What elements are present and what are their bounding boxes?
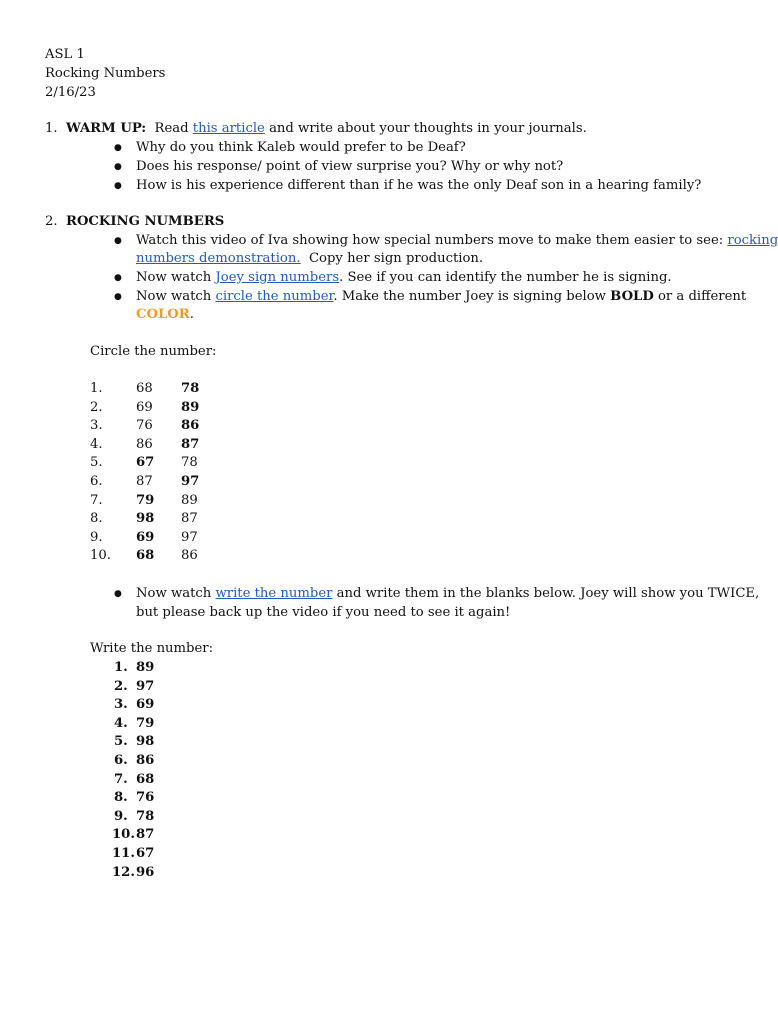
choice-b: 97	[181, 474, 200, 489]
row-number: 7.	[114, 771, 128, 787]
answer-value: 97	[136, 678, 155, 694]
choice-b: 86	[181, 548, 198, 564]
choice-b: 89	[181, 399, 200, 415]
text: and write them in the blanks below. Joey will show you TWICE,	[336, 586, 760, 601]
row-number: 2.	[90, 399, 103, 415]
list-item: Does his response/ point of view surprise you? Why or why not?	[136, 159, 564, 174]
row-number: 8.	[90, 511, 103, 527]
answer-value: 86	[136, 753, 155, 768]
write-label: Write the number:	[90, 641, 214, 656]
text: Watch this video of Iva showing how special numbers move to make them easier to see:	[136, 233, 724, 248]
list-item	[136, 268, 672, 287]
text: Now watch	[136, 270, 212, 285]
choice-a: 87	[136, 474, 153, 489]
section-heading: WARM UP:	[65, 121, 147, 136]
text: . Make the number Joey is signing below	[333, 289, 606, 304]
answer-value: 78	[136, 808, 155, 824]
row-number: 2.	[114, 678, 128, 694]
write-the-number-link[interactable]: write the number	[215, 586, 333, 601]
answer-value: 96	[136, 864, 155, 880]
choice-a: 69	[136, 529, 155, 545]
choice-a: 68	[136, 548, 155, 564]
row-number: 9.	[114, 808, 128, 824]
choice-b: 78	[181, 381, 200, 396]
choice-a: 68	[136, 381, 153, 396]
article-link[interactable]: this article	[192, 121, 265, 136]
rocking-numbers-link[interactable]: rocking	[727, 233, 778, 248]
row-number: 3.	[114, 697, 128, 713]
bullet-icon	[114, 584, 122, 605]
choice-b: 78	[181, 455, 198, 471]
text: Now watch	[136, 289, 212, 304]
text: Now watch	[136, 586, 212, 601]
section-number: 1.	[45, 121, 58, 136]
choice-b: 97	[181, 529, 198, 545]
row-number: 11.	[112, 846, 135, 861]
row-number: 1.	[90, 381, 103, 396]
bold-word: BOLD	[610, 289, 654, 304]
row-number: 4.	[114, 715, 128, 731]
bullet-icon	[114, 138, 122, 159]
answer-value: 98	[136, 734, 155, 750]
row-number: 3.	[90, 418, 103, 434]
choice-b: 87	[181, 436, 200, 452]
choice-a: 79	[136, 492, 155, 508]
section-number: 2.	[45, 214, 58, 229]
row-number: 1.	[114, 660, 128, 675]
list-item-continued	[136, 305, 194, 324]
row-number: 7.	[90, 492, 103, 508]
list-item-continued: but please back up the video if you need to see it again!	[136, 605, 511, 620]
page-title: Rocking Numbers	[45, 66, 166, 81]
choice-b: 86	[181, 418, 200, 434]
choice-b: 87	[181, 511, 198, 527]
answer-value: 67	[136, 846, 155, 861]
list-item: How is his experience different than if he was the only Deaf son in a hearing family?	[136, 178, 702, 193]
text: .	[189, 307, 194, 322]
row-number: 5.	[90, 455, 103, 471]
text: Read	[154, 121, 189, 136]
bullet-icon	[114, 176, 122, 197]
text: Copy her sign production.	[308, 251, 484, 266]
text: and write about your thoughts in your journals.	[269, 121, 587, 136]
row-number: 6.	[114, 753, 128, 768]
section-warm-up	[45, 119, 587, 138]
joey-sign-numbers-link[interactable]: Joey sign numbers	[215, 270, 340, 285]
answer-value: 76	[136, 790, 155, 806]
row-number: 9.	[90, 529, 103, 545]
list-item-continued	[136, 249, 483, 268]
answer-value: 87	[136, 827, 155, 843]
text: or a different	[657, 289, 747, 304]
bullet-icon	[114, 268, 122, 289]
answer-value: 89	[136, 660, 155, 675]
choice-a: 98	[136, 511, 155, 527]
circle-label: Circle the number:	[90, 344, 217, 359]
circle-the-number-link[interactable]: circle the number	[215, 289, 334, 304]
row-number: 5.	[114, 734, 128, 750]
row-number: 10.	[90, 548, 111, 564]
bullet-icon	[114, 231, 122, 252]
choice-a: 67	[136, 455, 155, 471]
choice-a: 69	[136, 399, 153, 415]
course-name: ASL 1	[45, 47, 85, 62]
list-item: Why do you think Kaleb would prefer to be Deaf?	[136, 140, 466, 155]
section-rocking-numbers	[45, 212, 224, 231]
date: 2/16/23	[45, 85, 96, 100]
text: . See if you can identify the number he is signing.	[339, 270, 672, 285]
row-number: 10.	[112, 827, 135, 843]
row-number: 4.	[90, 436, 103, 452]
list-item	[136, 231, 778, 250]
bullet-icon	[114, 287, 122, 308]
rocking-numbers-link-cont[interactable]: numbers demonstration.	[136, 251, 301, 266]
list-item	[136, 287, 746, 306]
choice-a: 86	[136, 436, 153, 452]
answer-value: 68	[136, 771, 155, 787]
list-item	[136, 584, 759, 603]
bullet-icon	[114, 157, 122, 178]
row-number: 8.	[114, 790, 128, 806]
answer-value: 79	[136, 715, 155, 731]
choice-b: 89	[181, 492, 198, 508]
answer-value: 69	[136, 697, 155, 713]
row-number: 6.	[90, 474, 103, 489]
section-heading: ROCKING NUMBERS	[65, 214, 225, 229]
choice-a: 76	[136, 418, 153, 434]
color-word: COLOR	[136, 307, 190, 322]
row-number: 12.	[112, 864, 135, 880]
